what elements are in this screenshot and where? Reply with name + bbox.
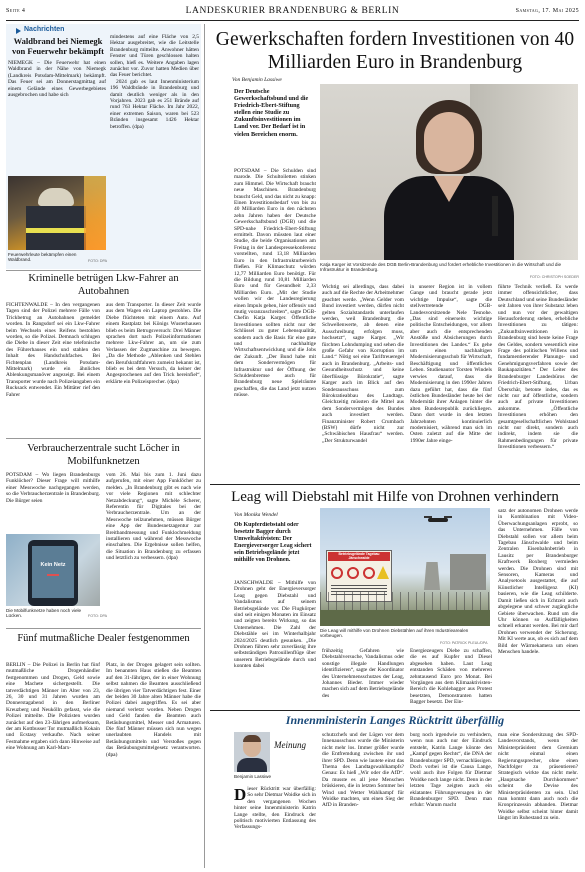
section-divider [210, 484, 580, 485]
arrow-icon [16, 28, 21, 34]
ground [320, 610, 490, 626]
section-divider [210, 710, 580, 711]
meinung-text-col3: burg noch irgendwie zu verhindern, wenn nun auch nur der Eindruck entsteht, Katrin Lange könnte den „Kampf gegen Rechts“, die DNA der Brandenburger SPD, vernachlässigen. Doch vorbei ist die Causa Lange, wohl auch ihre Folgen für Dietmar Woidke noch lange nicht. Denn in der letzten Tage zeigten auch ein eklatantes Führungsversagen in der Brandenburger SPD. Denn man erfuhr: Warum macht [410, 732, 492, 809]
dealer-text-col2: Platz, in der Drogen gelagert sein sollten. Im benannten Haus stießen die Beamten auf den 31-Jährigen, der in einer Wohnung selbst nahmen die Beamten ausschließend die übrigen vier Tatverdächtigen fest. Einer der beiden 30 Jahre alten Männer habe die Polizei dabei angegriffen. Es sei aber niemand verletzt worden. Neben Drogen und Geld fanden die Beamten auch Betäubungsmittel, Messer und Armaturen. Die fünf Männer müssen sich nun wegen unerlaubten Handels mit Betäubungsmitteln und Verstoßes gegen das Betäubungsmittelgesetz verantworten. (dpa) [106, 662, 201, 758]
drohnen-text-col3: Energiezeugers Diebe zu schaffen, die es auf Kupfer und Diesel abgesehen haben. Laut Leag entstanden Schäden von mehreren zehntausend Euro pro Monat. Bei Vorgängen aus dem Klimaaktivisten-Bereich die Kohlebagger aus Protest besetzten, Demonstranten hatten Bagger besetzt. Der Ein- [410, 648, 492, 706]
firefighter-photo [8, 176, 106, 250]
prohibition-icon [331, 567, 343, 579]
no-signal-label: Kein Netz [40, 562, 66, 568]
verbraucher-text-col2: vom 26. Mai bis zum 1. Juni dazu aufgerufen, mit einer App Funklöcher zu melden. „In Brandenburg gibt es nach wie vor viele Regionen mit schlechter Netzabdeckung“, sagte Michèle Scherer, Referentin für Digitales bei der Verbraucherzentrale. Um an der Messwoche teilzunehmen, müssen Bürger eine App der Bundesnetzagentur zur Breitbandmessung und Funklochmeldung installieren und während der Messwoche einschalten. Die Ergebnisse sollen helfen, die Situation in Brandenburg zu erfassen und letztlich zu verbessern. (dpa) [106, 472, 201, 562]
sign-header: Betriebsgelände Tagebau Jänschwalde [328, 552, 390, 561]
fence [320, 592, 490, 610]
fire-text-col2-p2: 2024 gab es laut Innenministerium 196 Waldbrände in Brandenburg und damit deutlich weniger als in den Vorjahren. 2023 gab es 251 Brände auf rund 763 Hektar Fläche. Im Jahr 2022, einer extremen Saison, waren bei 523 Bränden insgesamt 1426 Hektar betroffen. (dpa) [110, 78, 199, 130]
prohibition-icon [347, 567, 359, 579]
cooling-tower [424, 562, 440, 590]
dealer-text-col1: BERLIN – Die Polizei in Berlin hat fünf mutmaßliche Drogenhändler festgenommen und Drogen, Geld sowie eine Machete sichergestellt. Die tatverdächtigen Männer im Alter von 23, 26, 30 und 31 Jahren wurden am Donnerstagabend in den Berliner Kreuzberg und Neukölln gefasst, wie die Polizei mitteilte. Die Polizisten wurden zunächst auf den 23-Jährigen aufmerksam, der am Kottbusser Tor mutmaßlich Kokain und Ecstasy verkaufte. Nach seiner Festnahme ergaben sich dann Hinweise auf eine Wohnung am Karl-Marx- [6, 662, 100, 752]
drohnen-headline: Leag will Diebstahl mit Hilfe von Drohnen verhindern [231, 489, 559, 505]
drohnen-intro: Ob Kupferdiebstahl oder besetzte Bagger durch Umweltaktivisten: Der Energieversorger Leag sichert sein Betriebsgelände jetzt mithilfe von Drohnen. [234, 522, 312, 563]
lkw-text-col2: aus dem Transporter. In dieser Zeit wurde aus dem Wagen ein Laptop gestohlen. Die Diebe flüchteten mit einem Auto. Auf einem Rastplatz bei Königs Wusterhausen blieb es beim Betrugsversuch: Drei Männer sprachen dort nach Polizeiinformationen mehrere Lkw-Fahrer an, um sie zum Verlassen der Zugmaschine zu bewegen. „Da die Methode „Ablenken und Stehlen den Berufskraftfahrern zumeist bekannt ist, blieb es bei dem Versuch, da keiner der Angesprochenen auf den Trick hereinfiel“, erklärte ein Polizeisprecher. (dpa) [106, 302, 201, 385]
drone-rotor-right [444, 516, 452, 518]
drone-rotor-left [424, 516, 432, 518]
drone-icon [428, 518, 448, 522]
drone-photo-caption: Die Leag will mithilfe von Drohnen Diebstählen auf ihren Industriearealen vorbeugen. [320, 628, 469, 639]
signal-photo-credit: FOTO: DPA [88, 614, 108, 618]
meinung-text-col1-body: ieser Rücktritt war überfällig: So sehr Dietmar Woidke sich in den vergangenen Wochen hinter seine Innenministerin Katrin Lange stellte, den Eindruck der politisch motivierten Entlassung des Verfassungs- [234, 786, 316, 831]
fire-glow [84, 176, 106, 250]
meinung-text-col4: man eine Sondersitzung des SPD-Landesvorstands, wenn der Ministerpräsident dem Gremium nicht einmal einen Regierungssprecher, ohne einen Nachfolger zu präsentieren? Strategisch wirkte das nicht mehr. „Hauptsache Durchkommen“ scheint die Devise des Ministerpräsidenten zu sein. Und man kommt dann auch noch die Kronprinzessin abhanden. Dietmar Woidke selbst scheint hinter damit längst im Ruhestand zu sein. [498, 732, 578, 822]
fire-photo-credit: FOTO: DPA [88, 259, 108, 263]
author-hair [243, 735, 261, 742]
meinung-text-col1 [234, 786, 316, 868]
lead-text-col2: Wichtig sei allerdings, dass dabei auch auf die Rechte der Arbeitnehmer geachtet werde. „Wenn Gelder vom Bund investiert werden, dürfen nicht gelten Sozialstandards unterlaufen werden, weil Brandenburg die Schwellenwerte, ab denen eine Ausschreibung erfolgen muss, hochsetzt“, sagte Karger. „Wir fürchten Lohndumping und sehen die große Gefahr von Korruption im Land.“ Nötig sei eine Tariftreueregel auch in Brandenburg. „Arbeits- und Gesundheitsschutz und keine überflüssige Bürokratie“, sagte Karger auch im Blick auf den Sonderausschuss zum Bürokratieabbau des Landtags. Gleichzeitig müssten die Mittel aus dem Sondervermögen des Bundes auch investiert werden. Finanzminister Robert Crumbach (BSW) dürfe nicht zur „Schwäbischen Hausfrau“ werden. „Der Strukturwandel [322, 284, 404, 444]
drone-photo-credit: FOTO: PATRICK PLEUL/DPA [440, 641, 488, 645]
drop-cap: D [234, 786, 247, 804]
opinion-label: Meinung [274, 740, 306, 750]
meinung-text-col2: schutzchefs und der Lügen vor dem Innenausschuss wurde die Ministerin nicht mehr los. Immer größer wurde die Entfremdung zwischen ihr und ihrer SPD. Denn wie lautete einst das Thema des Landtagswahlkampfs? Genau: Es hieß „Wir oder die AfD“. Da musste es all jene Menschen brüskieren, die in letzten Sommer bei Wind und Wetter Wahlkampf für Woidke machten, um einen Sieg der AfD in Branden- [322, 732, 404, 809]
lead-byline: Von Benjamin Lassiwe [232, 77, 282, 83]
lkw-text-col1: FICHTENWALDE – In den vergangenen Tagen sind der Polizei mehrere Fälle von Trickbetrug an Autobahnen gemeldet worden. In Rangsdorf sei ein Lkw-Fahrer beim Wechseln eines Reifens bestohlen worden, so die Polizei. Demnach schlugen die Diebe in dieser Zeit eine telefonische des Führerhauses ein und stahlen den Inhalt des Handschuhfaches. Bei Fichtenplan (Landkreis Potsdam-Mittelmark) wurde ein ähnliches Ablenkungsmanöver angezeigt. Bei einem Transporter wurde nach Polizeiangaben ein Rucksack entwendet. Ein Mittäter rief den Fahrer [6, 302, 100, 398]
drohnen-text-col1: JÄNSCHWALDE – Mithilfe von Drohnen geht der Energieversorger Leag gegen Diebstahl und Vandalismus auf seinem Betriebsgelände vor. Die Flugkörper sind seit einigen Monaten im Einsatz und zeigten bereits Wirkung, so das Unternehmen. Die Zahl der Diebstähle sei im Winterhalbjahr 2024/2025 deutlich gesunken. „Die Drohnen führen sehr zuverlässig ihre selbstständigen Patrouillenflüge über unserem Betriebsgelände durch und konnten dabei [234, 580, 316, 670]
fire-headline: Waldbrand bei Niemegk von Feuerwehr bekämpft [12, 36, 104, 56]
power-plant-building [450, 554, 486, 590]
warning-triangle-icon [377, 566, 389, 579]
author-jacket [237, 758, 267, 772]
microphone-icon [492, 196, 498, 236]
divider [6, 270, 201, 271]
drohnen-byline: Von Monika Wendel [234, 512, 278, 518]
lead-text-col1: POTSDAM – Die Schulden sind marode. Die Schultoiletten stinken zum Himmel. Die Wirtschaft braucht neue Maschinen. Brandenburg braucht Geld, und das nicht zu knapp: Einen Investitionsbedarf von bis zu 40 Milliarden Euro in den nächsten zehn Jahren haben der Deutsche Gewerkschaftsbund (DGB) und die SPD-nahe Friedrich-Ebert-Stiftung ermittelt. Davon müssten laut einer Studie, die beide Organisationen am Freitag in der Landespressekonferenz vorstellten, rund 13,18 Milliarden Euro in den Infrastrukturbereich fließen. Für Klimaschutz würden 12,77 Milliarden Euro benötigt. Für die Bildung rund 10,81 Milliarden Euro und für Gesundheit 2,33 Milliarden Euro. „Mit der Studie wollen wir der Landesregierung einen Impuls geben, hier offensiv und mutig voranzuschreiten“, sagte DGB-Chefin Katja Karger. Öffentliche Investitionen sollten nicht nur der Schlüssel zu guter Lebensqualität, sondern auch die Basis für eine gute und nachhaltige Wirtschaftsentwicklung und die Jobs der Zukunft. „Der Bund habe mit dem Sondervermögen für Infrastruktur und der Öffnung der Schuldenbremse auch für Brandenburg neue Spielräume geschaffen, die das Land jetzt nutzen müsse. [234, 168, 316, 399]
fire-text-col2-p1: mindestens auf eine Fläche von 2,5 Hektar ausgebreitet, wie die Leitstelle Brandenburg mitteilte. Anwohner hätten Fenster und Türen geschlossen halten sollen, hieß es. Weitere Angaben lagen zunächst vor. Zuvor hatten Medien über das Feuer berichtet. [110, 34, 199, 79]
news-box [6, 24, 201, 269]
karger-photo [320, 84, 578, 260]
section-title: Nachrichten [24, 26, 65, 34]
dealer-headline: Fünf mutmaßliche Dealer festgenommen [17, 633, 190, 644]
karger-photo-credit: FOTO: CHRISTOPH SOEDER [529, 275, 579, 279]
masthead-rule [6, 20, 579, 21]
signal-bar-icon [47, 574, 59, 576]
lead-headline: Gewerkschaften fordern Investitionen von 40 Milliarden Euro in Brandenburg [215, 29, 575, 73]
verbraucher-text-col1: POTSDAM – Wo liegen Brandenburgs Funklöcher? Dieser Frage will mithilfe einer Messwoche nachgegangen werden, so die Verbraucherzentrale in Brandenburg. Die Bürger seien [6, 472, 100, 504]
section-label [16, 26, 64, 35]
verbraucher-headline: Verbraucherzentrale sucht Löcher in Mobilfunknetzen [27, 443, 180, 467]
fire-text-col1: NIEMEGK – Die Feuerwehr hat einen Waldbrand in der Nähe von Niemegk (Landkreis Potsdam-Mittelmark) bekämpft. Das Feuer sei am Donnerstagmittag auf einem Gelände eines Gewerbegebietes ausgebrochen und habe sich [8, 60, 106, 99]
author-portrait [234, 732, 270, 772]
drohnen-text-col4: satz der autonomen Drohnen werde in Kombination mit Video-Überwachungsanlagen erprobt, so das Unternehmen. Fälle von Diebstahl sollen vor allem beim Tagebau Jänschwalde und beim Zentralen Eisenbahnbetrieb in Lausitz per Brandenburger Kraftwerk Boxberg vermieden werden. Die Drohnen sind mit Sensoren, Kameras und Analysetools ausgestattet, die auf Künstlicher Intelligenz (KI) basieren, wie die Leag schilderte. Damit ließen sich in Echtzeit auch abgelegene und schwer zugängliche Gebiete überwachen. Rund um die Uhr können so Auffälligkeiten schnell erkannt werden. Bei mir darf Drohnen verwendet der Sicherung. Mit KI werte aus, ob es sich auf dem Bild der Wärmekamera um einen Menschen handele. [498, 508, 578, 655]
fire-photo-caption: Feuerwehrleute bekämpfen einen Waldbrand. [8, 252, 77, 263]
reflective-stripe [26, 228, 86, 233]
drone-photo [320, 508, 490, 626]
signal-photo-caption: Die Mobilfunknetze haben noch viele Lücken. [6, 608, 82, 619]
issue-date: Samstag, 17. Mai 2025 [515, 8, 579, 14]
divider [6, 438, 201, 439]
column-divider [204, 24, 205, 868]
meinung-headline: Innenministerin Langes Rücktritt überfällig [285, 713, 505, 727]
fire-text-col2 [110, 34, 199, 268]
lead-text-col4: führte Technik verließ. Es werde immer offensichtlicher, dass Deutschland und seine Bundesländer seit Jahren von ihrer Substanz leben und nun vor der gewaltigen Herausforderung stehen, erhebliche Investitionen zu tätigen: „Zukunftsinvestitionen in Brandenburg sind heute keine Frage des Geldes, sondern wesentlich eine Frage des politischen Willens und fundamentierender Planungs- und Genehmigungsverfahren sowie der Baukapazitäten.“ Der Leiter des Brandenburger Landesbüros der Friedrich-Ebert-Stiftung, Urban Überschär, betonte indes, das es nicht nur auf öffentliche, sondern auch auf private Investitionen ankomme. „Öffentliche Investitionen erhöhen den gesamtgesellschaftlichen Wohlstand nicht nur direkt, sondern auch indirekt, indem sie die Rahmenbedingungen für private Investitionen verbessern.“ [498, 284, 578, 451]
author-name: Benjamin Lassiwe [234, 774, 272, 779]
firefighter-helmet [38, 188, 74, 206]
page-number: Seite 4 [6, 8, 26, 14]
drohnen-text-col2: frühzeitig Gefahren wie Diebstahlversuche, Vandalismus oder sonstige illegale Handlungen identifizieren“, sagte der Koordinator des Unternehmensschutzes der Leag, Johannes Bieder. Immer wieder machen sich auf dem Betriebsgelände des [322, 648, 404, 699]
paper-title: LANDESKURIER BRANDENBURG & BERLIN [185, 6, 400, 16]
lkw-headline: Kriminelle betrügen Lkw-Fahrer an Autobahnen [28, 273, 179, 297]
divider [6, 628, 201, 629]
prohibition-icon [363, 567, 375, 579]
lead-intro: Der Deutsche Gewerkschaftsbund und die Friedrich-Ebert-Stiftung stellen eine Studie zu Zukunftsinvestitionen im Land vor. Der Bedarf ist in vielen Bereichen enorm. [234, 88, 309, 138]
karger-photo-caption: Katja Karger ist Vorsitzende des DGB Berlin-Brandenburg und fordert erhebliche Investitionen in die Wirtschaft und die Infrastruktur in Brandenburg. [320, 262, 562, 273]
portrait-face [424, 112, 474, 172]
phone-screen [32, 546, 74, 598]
no-signal-photo [6, 534, 100, 606]
lead-text-col3: in unserer Region ist in vollem Gange und braucht gerade jetzt wichtige Impulse“, sagte die stellvertretende DGB-Landesvorsitzende Nele Tesnohe. „Das sind einerseits wichtige politische Entscheidungen, vor allem aber auch die entsprechenden Anstöße und Absicherungen durch Investitionen des Landes.“ Es gehe um einen nachhaltigen Modernisierungsschub für Wirtschaft, Beschäftigung und öffentliches Leben. Studienautor Torsten Windels verwies darauf, dass die Modernisierung in den 1990er Jahren dazu geführt hat, dass die fünf östlichen Bundesländer heute bei der Modernität ihrer Anlagen hinter die alten Bundesrepublik zurückliegen. Dann dort wurde in den letzten Jahrzehnten kontinuierlich modernisiert, während man sich im Osten zuletzt auf die Mitte der 1990er Jahre einge- [410, 284, 492, 444]
